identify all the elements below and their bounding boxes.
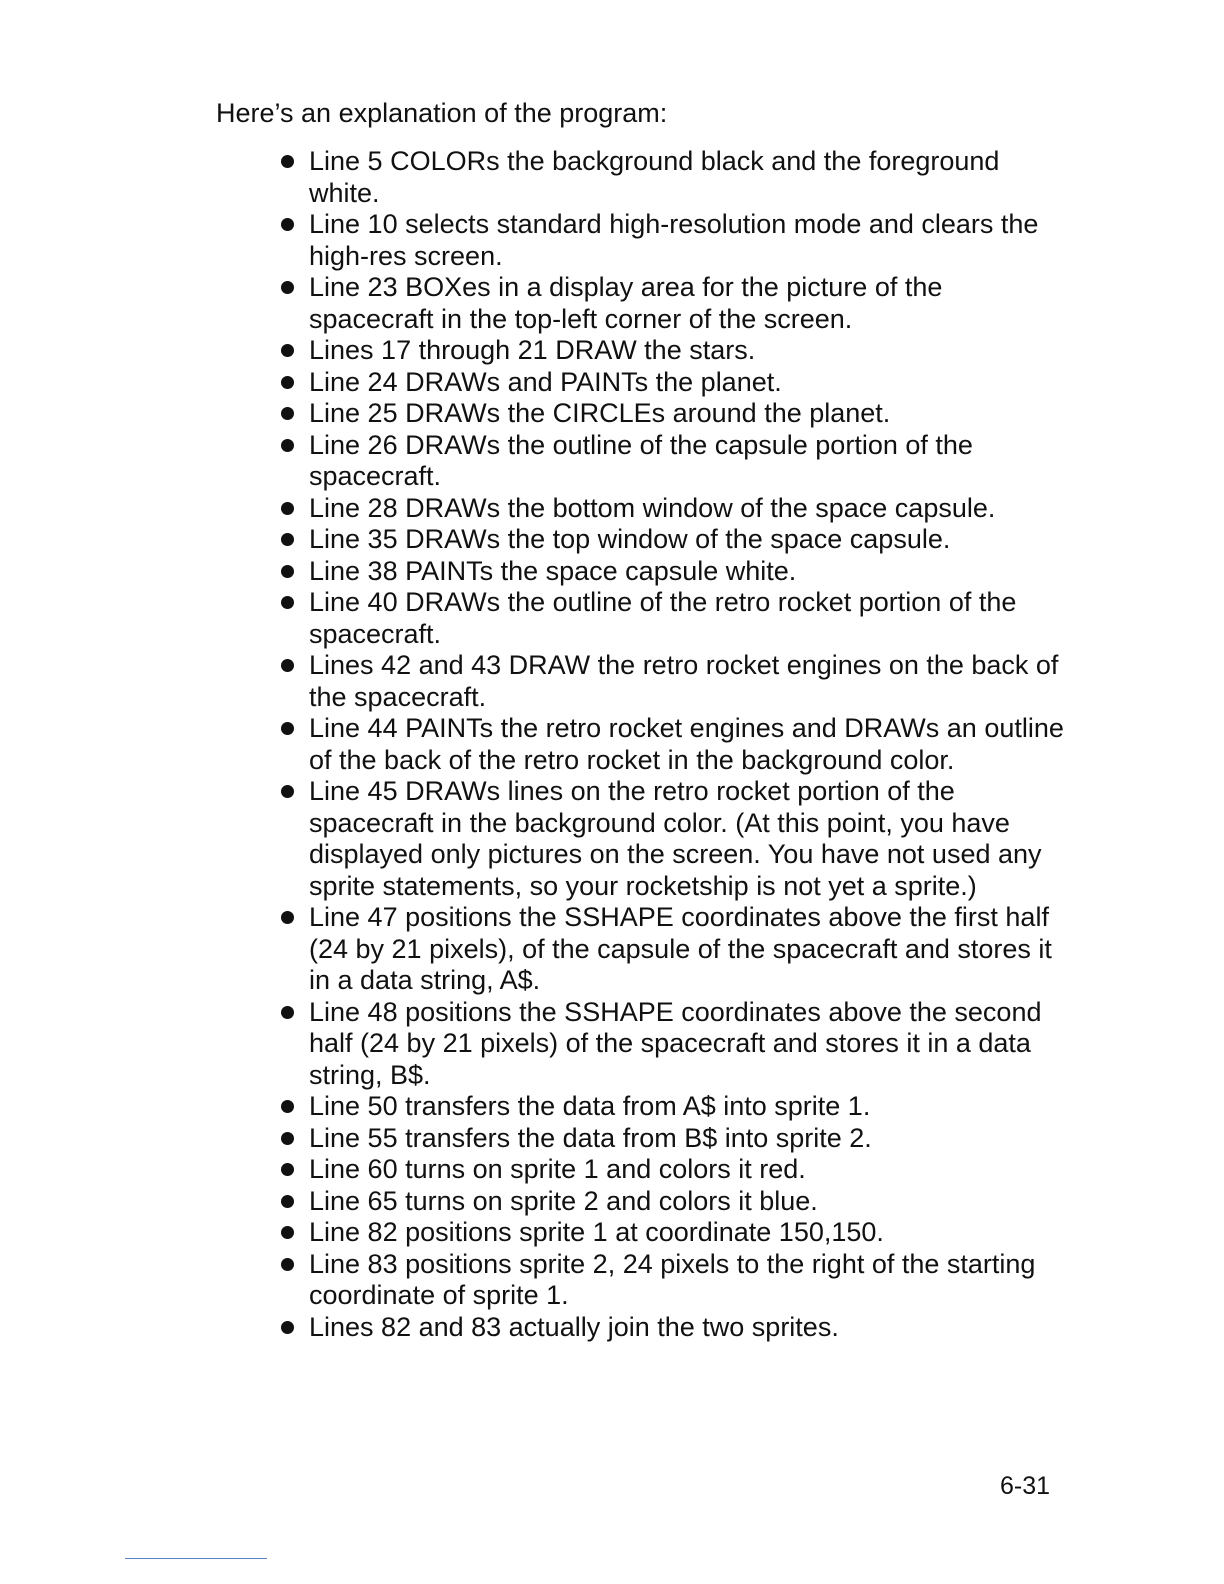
list-item-text: Line 82 positions sprite 1 at coordinate 150,150. [309, 1217, 884, 1247]
list-item-text: Line 45 DRAWs lines on the retro rocket portion of the spacecraft in the background color. (At this point, you have displayed only pictures on the screen. You have not used any sprite statements, so your rocketship is not yet a sprite.) [309, 776, 1042, 901]
list-item [278, 1091, 1068, 1123]
list-item [278, 997, 1068, 1092]
bullet-icon [281, 376, 294, 389]
bullet-icon [281, 533, 294, 546]
list-item-text: Line 40 DRAWs the outline of the retro rocket portion of the spacecraft. [309, 587, 1017, 649]
list-item-text: Line 47 positions the SSHAPE coordinates above the first half (24 by 21 pixels), of the capsule of the spacecraft and stores it in a data string, A$. [309, 902, 1052, 995]
list-item-text: Line 38 PAINTs the space capsule white. [309, 555, 797, 586]
bullet-icon [281, 407, 294, 420]
list-item-text: Line 24 DRAWs and PAINTs the planet. [309, 366, 782, 397]
list-item-text: Line 50 transfers the data from A$ into sprite 1. [309, 1091, 871, 1121]
list-item [278, 587, 1068, 650]
list-item [278, 1186, 1068, 1218]
page-number: 6-31 [1000, 1472, 1051, 1500]
list-item [278, 902, 1068, 997]
list-item-text: Line 55 transfers the data from B$ into sprite 2. [309, 1122, 872, 1153]
list-item-text: Line 5 COLORs the background black and the foreground white. [309, 146, 1000, 208]
list-item [278, 1154, 1068, 1186]
list-item [278, 146, 1068, 209]
list-item-text: Line 10 selects standard high-resolution mode and clears the high-res screen. [309, 209, 1039, 271]
bullet-icon [281, 1100, 294, 1113]
bullet-icon [281, 1132, 294, 1145]
bullet-icon [281, 785, 294, 798]
intro-text: Here’s an explanation of the program: [216, 98, 668, 128]
list-item [278, 430, 1068, 493]
list-item-text: Line 60 turns on sprite 1 and colors it red. [309, 1154, 806, 1184]
list-item [278, 1312, 1068, 1344]
bullet-icon [281, 439, 294, 452]
list-item [278, 367, 1068, 399]
list-item-text: Line 35 DRAWs the top window of the space capsule. [309, 524, 951, 554]
bullet-icon [281, 1006, 294, 1019]
list-item [278, 272, 1068, 335]
bullet-icon [281, 1163, 294, 1176]
list-item [278, 209, 1068, 272]
list-item [278, 493, 1068, 525]
footer-divider [125, 1558, 267, 1559]
list-item [278, 1123, 1068, 1155]
bullet-icon [281, 344, 294, 357]
bullet-icon [281, 502, 294, 515]
bullet-icon [281, 1195, 294, 1208]
list-item-text: Line 23 BOXes in a display area for the picture of the spacecraft in the top-left corner of the screen. [309, 272, 943, 334]
bullet-icon [281, 565, 294, 578]
list-item [278, 398, 1068, 430]
list-item [278, 713, 1068, 776]
list-item-text: Lines 82 and 83 actually join the two sprites. [309, 1311, 839, 1342]
list-item [278, 776, 1068, 902]
list-item-text: Lines 42 and 43 DRAW the retro rocket engines on the back of the spacecraft. [309, 650, 1059, 712]
bullet-icon [281, 722, 294, 735]
bullet-icon [281, 1226, 294, 1239]
list-item-text: Lines 17 through 21 DRAW the stars. [309, 335, 756, 365]
list-item-text: Line 48 positions the SSHAPE coordinates above the second half (24 by 21 pixels) of the spacecraft and stores it in a data string, B$. [309, 996, 1042, 1090]
bullet-icon [281, 659, 294, 672]
list-item-text: Line 26 DRAWs the outline of the capsule portion of the spacecraft. [309, 429, 973, 491]
list-item [278, 650, 1068, 713]
list-item [278, 335, 1068, 367]
list-item [278, 1249, 1068, 1312]
list-item-text: Line 28 DRAWs the bottom window of the space capsule. [309, 492, 996, 523]
bullet-icon [281, 281, 294, 294]
list-item-text: Line 65 turns on sprite 2 and colors it blue. [309, 1185, 818, 1216]
bullet-icon [281, 218, 294, 231]
list-item [278, 556, 1068, 588]
list-item-text: Line 44 PAINTs the retro rocket engines and DRAWs an outline of the back of the retro rocket in the background color. [309, 713, 1064, 775]
bullet-icon [281, 596, 294, 609]
list-item [278, 524, 1068, 556]
list-item-text: Line 25 DRAWs the CIRCLEs around the planet. [309, 398, 891, 428]
list-item [278, 1217, 1068, 1249]
bullet-icon [281, 155, 294, 168]
bullet-icon [281, 911, 294, 924]
bullet-icon [281, 1321, 294, 1334]
bullet-icon [281, 1258, 294, 1271]
list-item-text: Line 83 positions sprite 2, 24 pixels to the right of the starting coordinate of sprite 1. [309, 1248, 1036, 1310]
program-explanation-list [278, 146, 1068, 1343]
